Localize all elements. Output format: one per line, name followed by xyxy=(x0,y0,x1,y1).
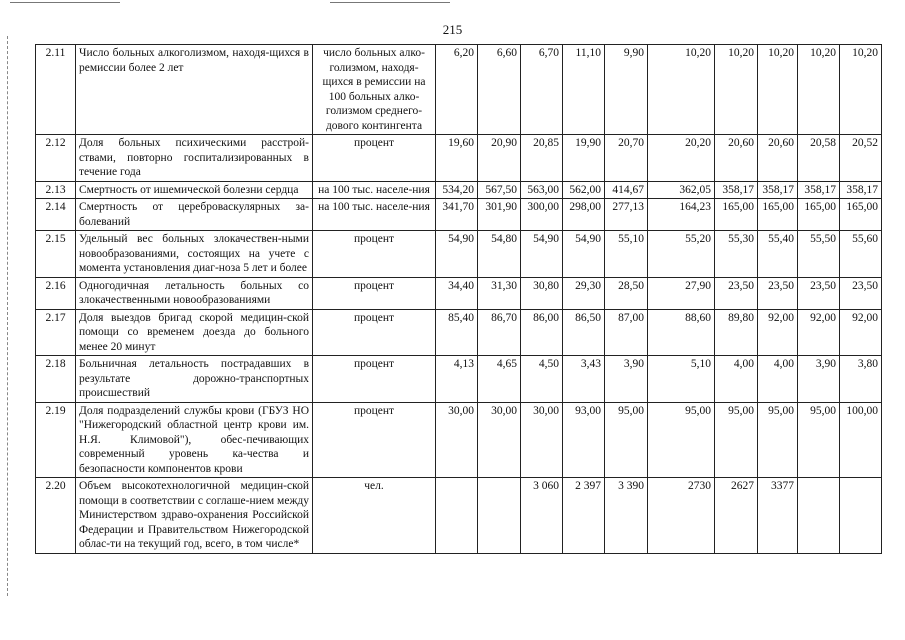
table-row xyxy=(36,181,882,199)
value-cell: 54,90 xyxy=(436,231,478,278)
row-number: 2.11 xyxy=(36,45,76,135)
indicator-name: Удельный вес больных злокачествен-ными новообразованиями, состоящих на учете с момента установления диаг-ноза 5 лет и более xyxy=(76,231,313,278)
unit-cell: число больных алко-голизмом, находя-щихся в ремиссии на 100 больных алко-голизмом среднего-дового контингента xyxy=(313,45,436,135)
value-cell: 9,90 xyxy=(605,45,648,135)
value-cell: 562,00 xyxy=(563,181,605,199)
value-cell: 165,00 xyxy=(715,199,758,231)
value-cell xyxy=(798,478,840,554)
row-number: 2.12 xyxy=(36,135,76,182)
value-cell: 4,13 xyxy=(436,356,478,403)
indicators-table xyxy=(35,44,882,554)
table-row xyxy=(36,231,882,278)
unit-cell: чел. xyxy=(313,478,436,554)
table-row xyxy=(36,478,882,554)
value-cell: 20,85 xyxy=(521,135,563,182)
value-cell: 6,60 xyxy=(478,45,521,135)
value-cell: 95,00 xyxy=(648,402,715,478)
value-cell: 23,50 xyxy=(798,277,840,309)
value-cell: 10,20 xyxy=(840,45,882,135)
value-cell: 87,00 xyxy=(605,309,648,356)
value-cell: 88,60 xyxy=(648,309,715,356)
value-cell: 11,10 xyxy=(563,45,605,135)
value-cell: 277,13 xyxy=(605,199,648,231)
value-cell: 4,50 xyxy=(521,356,563,403)
top-rule-left xyxy=(10,2,120,3)
value-cell: 29,30 xyxy=(563,277,605,309)
value-cell: 55,50 xyxy=(798,231,840,278)
value-cell: 164,23 xyxy=(648,199,715,231)
value-cell: 100,00 xyxy=(840,402,882,478)
table-row xyxy=(36,402,882,478)
unit-cell: процент xyxy=(313,277,436,309)
margin-line xyxy=(7,36,9,596)
value-cell: 3,90 xyxy=(798,356,840,403)
value-cell: 4,00 xyxy=(758,356,798,403)
value-cell: 30,00 xyxy=(521,402,563,478)
value-cell: 3,80 xyxy=(840,356,882,403)
unit-cell: процент xyxy=(313,231,436,278)
value-cell: 23,50 xyxy=(758,277,798,309)
row-number: 2.13 xyxy=(36,181,76,199)
value-cell: 358,17 xyxy=(798,181,840,199)
value-cell: 3,43 xyxy=(563,356,605,403)
table-body xyxy=(36,45,882,554)
indicator-name: Смертность от цереброваскулярных за-болеваний xyxy=(76,199,313,231)
value-cell: 165,00 xyxy=(758,199,798,231)
value-cell: 567,50 xyxy=(478,181,521,199)
indicator-name: Объем высокотехнологичной медицин-ской помощи в соответствии с соглаше-нием между Министерством здраво-охранения Российской Федерации и Правительством Нижегородской облас-ти на текущий год, всего, в том числе* xyxy=(76,478,313,554)
value-cell: 10,20 xyxy=(798,45,840,135)
value-cell: 55,10 xyxy=(605,231,648,278)
value-cell: 95,00 xyxy=(715,402,758,478)
value-cell: 85,40 xyxy=(436,309,478,356)
value-cell: 20,52 xyxy=(840,135,882,182)
value-cell: 534,20 xyxy=(436,181,478,199)
value-cell: 19,60 xyxy=(436,135,478,182)
value-cell: 362,05 xyxy=(648,181,715,199)
value-cell: 20,60 xyxy=(758,135,798,182)
value-cell: 3,90 xyxy=(605,356,648,403)
value-cell: 55,60 xyxy=(840,231,882,278)
value-cell: 358,17 xyxy=(758,181,798,199)
value-cell: 30,00 xyxy=(478,402,521,478)
value-cell: 95,00 xyxy=(758,402,798,478)
value-cell: 30,80 xyxy=(521,277,563,309)
value-cell: 165,00 xyxy=(798,199,840,231)
row-number: 2.19 xyxy=(36,402,76,478)
row-number: 2.18 xyxy=(36,356,76,403)
page-number: 215 xyxy=(442,22,463,37)
unit-cell: процент xyxy=(313,402,436,478)
value-cell: 27,90 xyxy=(648,277,715,309)
value-cell: 30,00 xyxy=(436,402,478,478)
row-number: 2.14 xyxy=(36,199,76,231)
value-cell: 358,17 xyxy=(840,181,882,199)
unit-cell: процент xyxy=(313,309,436,356)
table-row xyxy=(36,199,882,231)
unit-cell: на 100 тыс. населе-ния xyxy=(313,181,436,199)
value-cell: 4,65 xyxy=(478,356,521,403)
value-cell: 86,50 xyxy=(563,309,605,356)
row-number: 2.17 xyxy=(36,309,76,356)
table-row xyxy=(36,135,882,182)
value-cell: 301,90 xyxy=(478,199,521,231)
value-cell: 358,17 xyxy=(715,181,758,199)
row-number: 2.16 xyxy=(36,277,76,309)
value-cell xyxy=(436,478,478,554)
value-cell: 55,20 xyxy=(648,231,715,278)
value-cell: 19,90 xyxy=(563,135,605,182)
value-cell: 3 060 xyxy=(521,478,563,554)
value-cell: 55,30 xyxy=(715,231,758,278)
value-cell: 86,00 xyxy=(521,309,563,356)
value-cell: 414,67 xyxy=(605,181,648,199)
row-number: 2.15 xyxy=(36,231,76,278)
value-cell: 563,00 xyxy=(521,181,563,199)
value-cell: 6,20 xyxy=(436,45,478,135)
indicator-name: Одногодичная летальность больных со злокачественными новообразованиями xyxy=(76,277,313,309)
indicator-name: Доля больных психическими расстрой-ствами, повторно госпитализированных в течение года xyxy=(76,135,313,182)
value-cell: 4,00 xyxy=(715,356,758,403)
value-cell: 2 397 xyxy=(563,478,605,554)
value-cell xyxy=(478,478,521,554)
value-cell: 6,70 xyxy=(521,45,563,135)
value-cell: 5,10 xyxy=(648,356,715,403)
value-cell: 10,20 xyxy=(758,45,798,135)
value-cell: 165,00 xyxy=(840,199,882,231)
value-cell: 89,80 xyxy=(715,309,758,356)
value-cell: 20,60 xyxy=(715,135,758,182)
value-cell: 92,00 xyxy=(798,309,840,356)
value-cell: 3377 xyxy=(758,478,798,554)
value-cell: 95,00 xyxy=(798,402,840,478)
value-cell: 298,00 xyxy=(563,199,605,231)
table-row xyxy=(36,356,882,403)
value-cell: 23,50 xyxy=(840,277,882,309)
indicator-name: Число больных алкоголизмом, находя-щихся в ремиссии более 2 лет xyxy=(76,45,313,135)
table-row xyxy=(36,277,882,309)
value-cell: 10,20 xyxy=(648,45,715,135)
indicator-name: Доля подразделений службы крови (ГБУЗ НО "Нижегородский областной центр крови им. Н.Я. Климовой"), обес-печивающих современный уровень ка-чества и безопасности компонентов крови xyxy=(76,402,313,478)
value-cell: 20,70 xyxy=(605,135,648,182)
value-cell: 54,90 xyxy=(563,231,605,278)
top-rule-right xyxy=(330,2,450,3)
value-cell: 92,00 xyxy=(758,309,798,356)
value-cell: 95,00 xyxy=(605,402,648,478)
unit-cell: процент xyxy=(313,356,436,403)
indicator-name: Доля выездов бригад скорой медицин-ской помощи со временем доезда до больного менее 20 минут xyxy=(76,309,313,356)
value-cell: 3 390 xyxy=(605,478,648,554)
value-cell: 92,00 xyxy=(840,309,882,356)
value-cell: 23,50 xyxy=(715,277,758,309)
row-number: 2.20 xyxy=(36,478,76,554)
table-row xyxy=(36,45,882,135)
value-cell: 54,80 xyxy=(478,231,521,278)
indicator-name: Смертность от ишемической болезни сердца xyxy=(76,181,313,199)
value-cell: 10,20 xyxy=(715,45,758,135)
value-cell: 20,90 xyxy=(478,135,521,182)
value-cell: 341,70 xyxy=(436,199,478,231)
table-row xyxy=(36,309,882,356)
value-cell: 20,20 xyxy=(648,135,715,182)
value-cell: 2730 xyxy=(648,478,715,554)
value-cell: 55,40 xyxy=(758,231,798,278)
value-cell: 93,00 xyxy=(563,402,605,478)
value-cell: 28,50 xyxy=(605,277,648,309)
value-cell: 20,58 xyxy=(798,135,840,182)
value-cell xyxy=(840,478,882,554)
unit-cell: на 100 тыс. населе-ния xyxy=(313,199,436,231)
value-cell: 54,90 xyxy=(521,231,563,278)
value-cell: 86,70 xyxy=(478,309,521,356)
unit-cell: процент xyxy=(313,135,436,182)
value-cell: 34,40 xyxy=(436,277,478,309)
indicator-name: Больничная летальность пострадавших в результате дорожно-транспортных происшествий xyxy=(76,356,313,403)
value-cell: 31,30 xyxy=(478,277,521,309)
value-cell: 300,00 xyxy=(521,199,563,231)
value-cell: 2627 xyxy=(715,478,758,554)
